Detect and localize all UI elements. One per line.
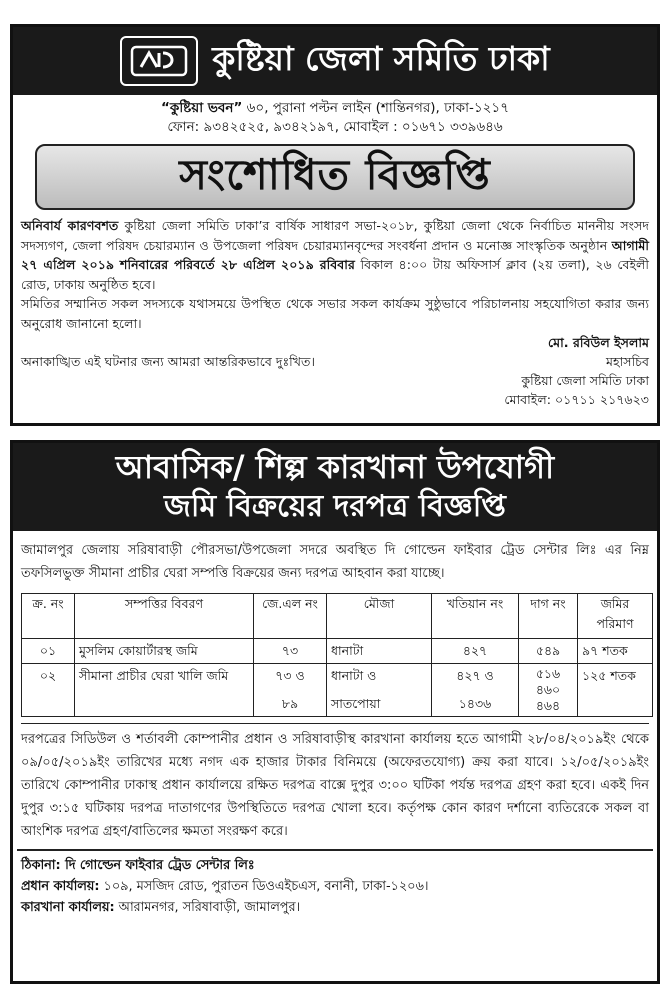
tender-footer [17,849,653,918]
table-header-row [22,594,653,639]
cell-description: সীমানা প্রাচীর ঘেরা খালি জমি [75,664,254,717]
cell-serial: ০১ [22,639,75,664]
footer-factory-line [21,897,649,918]
cell-serial: ০২ [22,664,75,717]
tender-header [13,443,657,531]
col-land-area: জমির পরিমাণ [578,594,653,639]
land-tender-ad [10,440,660,984]
address-block [13,95,657,137]
revised-notice-ad [10,24,660,426]
tender-intro: জামালপুর জেলায় সরিষাবাড়ী পৌরসভা/উপজেলা সদরে অবস্থিত দি গোল্ডেন ফাইবার ট্রেড সেন্টার লিঃ এর নিম্ন তফসিলভুক্ত সীমানা প্রাচীর ঘেরা সম্পত্তি বিক্রয়ের জন্য দরপত্র আহবান করা যাচ্ছে। [21,543,649,581]
notice-paragraph-2: সমিতির সম্মানিত সকল সদস্যকে যথাসময়ে উপস্থিত থেকে সভার সকল কার্যক্রম সুষ্ঠুভাবে পরিচালনায় সহযোগিতা করার জন্য অনুরোধ জানানো হলো। [21,296,649,331]
org-name: কুষ্টিয়া জেলা সমিতি ঢাকা [212,39,550,78]
factory-office-label: কারখানা কার্যালয়: [21,900,115,915]
cell-description: মুসলিম কোয়ার্টারস্থ জমি [75,639,254,664]
cell-khatian [432,664,519,717]
cell-dag-line3: ৪৬৪ [535,698,561,713]
para1-text-a: কুষ্টিয়া জেলা সমিতি ঢাকা’র বার্ষিক সাধারণ সভা-২০১৮, কুষ্টিয়া জেলা থেকে নির্বাচিত মাননীয় সংসদ সদস্যগণ, জেলা পরিষদ চেয়ারম্যান ও উপজেলা পরিষদ চেয়ারম্যানবৃন্দের সংবর্ধনা প্রদান ও মনোজ্ঞ সাংস্কৃতিক অনুষ্ঠান [21,218,649,253]
property-table [21,593,653,717]
kushtia-samity-logo [120,36,198,86]
head-office-value: ১০৯, মসজিদ রোড, পুরাতন ডিওএইচএস, বনানী, ঢাকা-১২০৬। [99,879,429,894]
cell-dag [519,664,578,717]
col-mouza: মৌজা [327,594,432,639]
tender-title-line2: জমি বিক্রয়ের দরপত্র বিজ্ঞপ্তি [164,489,506,524]
para1-date: আগামী ২৭ এপ্রিল ২০১৯ শনিবারের পরিবর্তে ২৮ এপ্রিল ২০১৯ রবিবার [21,237,649,272]
cell-area: ১২৫ শতক [578,664,653,717]
col-description: সম্পত্তির বিবরণ [75,594,254,639]
cell-dag-line2: ৪৬০ [535,682,561,697]
para1-lead: অনিবার্য কারণবশত [21,218,119,233]
footer-address-line [21,855,649,876]
cell-khatian-line2: ১৪৩৬ [458,696,492,711]
address-label: ঠিকানা: [21,858,61,873]
col-jl-no: জে.এল নং [254,594,327,639]
signer-title: মহাসচিব [606,354,649,369]
apology-and-signature [13,333,657,409]
footer-head-office-line [21,876,649,897]
para1-text-b: বিকাল ৪:০০ টায় অফিসার্স ক্লাব (২য় তলা), ২৬ বেইলী রোড, ঢাকায় অনুষ্ঠিত হবে। [21,257,649,292]
cell-dag: ৫৪৯ [519,639,578,664]
cell-jl-line1: ৭৩ ও [275,668,305,683]
col-khatian: খতিয়ান নং [432,594,519,639]
cell-jl: ৭৩ [254,639,327,664]
signer-mobile: মোবাইল: ০১৭১১ ২১৭৬২৩ [504,392,649,407]
table-row [22,639,653,664]
cell-khatian: ৪২৭ [432,639,519,664]
head-office-label: প্রধান কার্যালয়: [21,879,100,894]
cell-jl [254,664,327,717]
cell-dag-line1: ৫১৬ [535,666,561,681]
banner-title: সংশোধিত বিজ্ঞপ্তি [35,144,635,210]
cell-khatian-line1: ৪২৭ ও [456,668,494,683]
cell-jl-line2: ৮৯ [281,696,299,711]
company-name: দি গোল্ডেন ফাইবার ট্রেড সেন্টার লিঃ [60,858,255,873]
tender-terms: দরপত্রের সিডিউল ও শর্তাবলী কোম্পানীর প্রধান ও সরিষাবাড়ীস্থ কারখানা কার্যালয় হতে আগামী ২৮/০৪/২০১৯ইং থেকে ০৯/০৫/২০১৯ইং তারিখের মধ্যে নগদ এক হাজার টাকার বিনিময়ে (অফেরতযোগ্য) ক্রয় করা যাবে। ১২/০৫/২০১৯ইং তারিখে কোম্পানীর ঢাকাস্থ প্রধান কার্যালয়ে রক্ষিত দরপত্র বাক্সে দুপুর ৩:০০ ঘটিকা পর্যন্ত দরপত্র গ্রহণ করা হবে। একই দিন দুপুর ৩:১৫ ঘটিকায় দরপত্র দাতাগণের উপস্থিতিতে দরপত্র খোলা হবে। কর্তৃপক্ষ কোন কারণ দর্শানো ব্যতিরেকে সকল বা আংশিক দরপত্র গ্রহণ/বাতিলের ক্ষমতা সংরক্ষণ করে। [21,723,649,849]
cell-area: ৯৭ শতক [578,639,653,664]
phone-line: ফোন: ৯৩৪২৫২৫, ৯৩৪২১৯৭, মোবাইল : ০১৬৭১ ৩৩৯৬৪৬ [167,119,503,135]
factory-office-value: আরামনগর, সরিষাবাড়ী, জামালপুর। [114,900,301,915]
signature-block [504,333,649,409]
col-serial: ক্র. নং [22,594,75,639]
table-row [22,664,653,717]
signer-org: কুষ্টিয়া জেলা সমিতি ঢাকা [521,373,649,388]
tender-title-line1: আবাসিক/ শিল্প কারখানা উপযোগী [115,448,555,486]
address-text: ৬০, পুরানা পল্টন লাইন (শান্তিনগর), ঢাকা-১২১৭ [242,100,509,116]
signer-name: মো. রবিউল ইসলাম [548,335,649,350]
notice-header [13,27,657,95]
cell-mouza-line2: সাতপোয়া [331,696,381,711]
building-name: “কুষ্টিয়া ভবন” [161,100,243,116]
col-dag: দাগ নং [519,594,578,639]
cell-mouza-line1: ধানাটা ও [331,668,377,683]
notice-paragraph-1 [13,216,657,294]
cell-mouza [327,664,432,717]
notice-paragraph-3: অনাকাঙ্খিত এই ঘটনার জন্য আমরা আন্তরিকভাবে দুঃখিত। [21,354,316,369]
cell-mouza: ধানাটা [327,639,432,664]
